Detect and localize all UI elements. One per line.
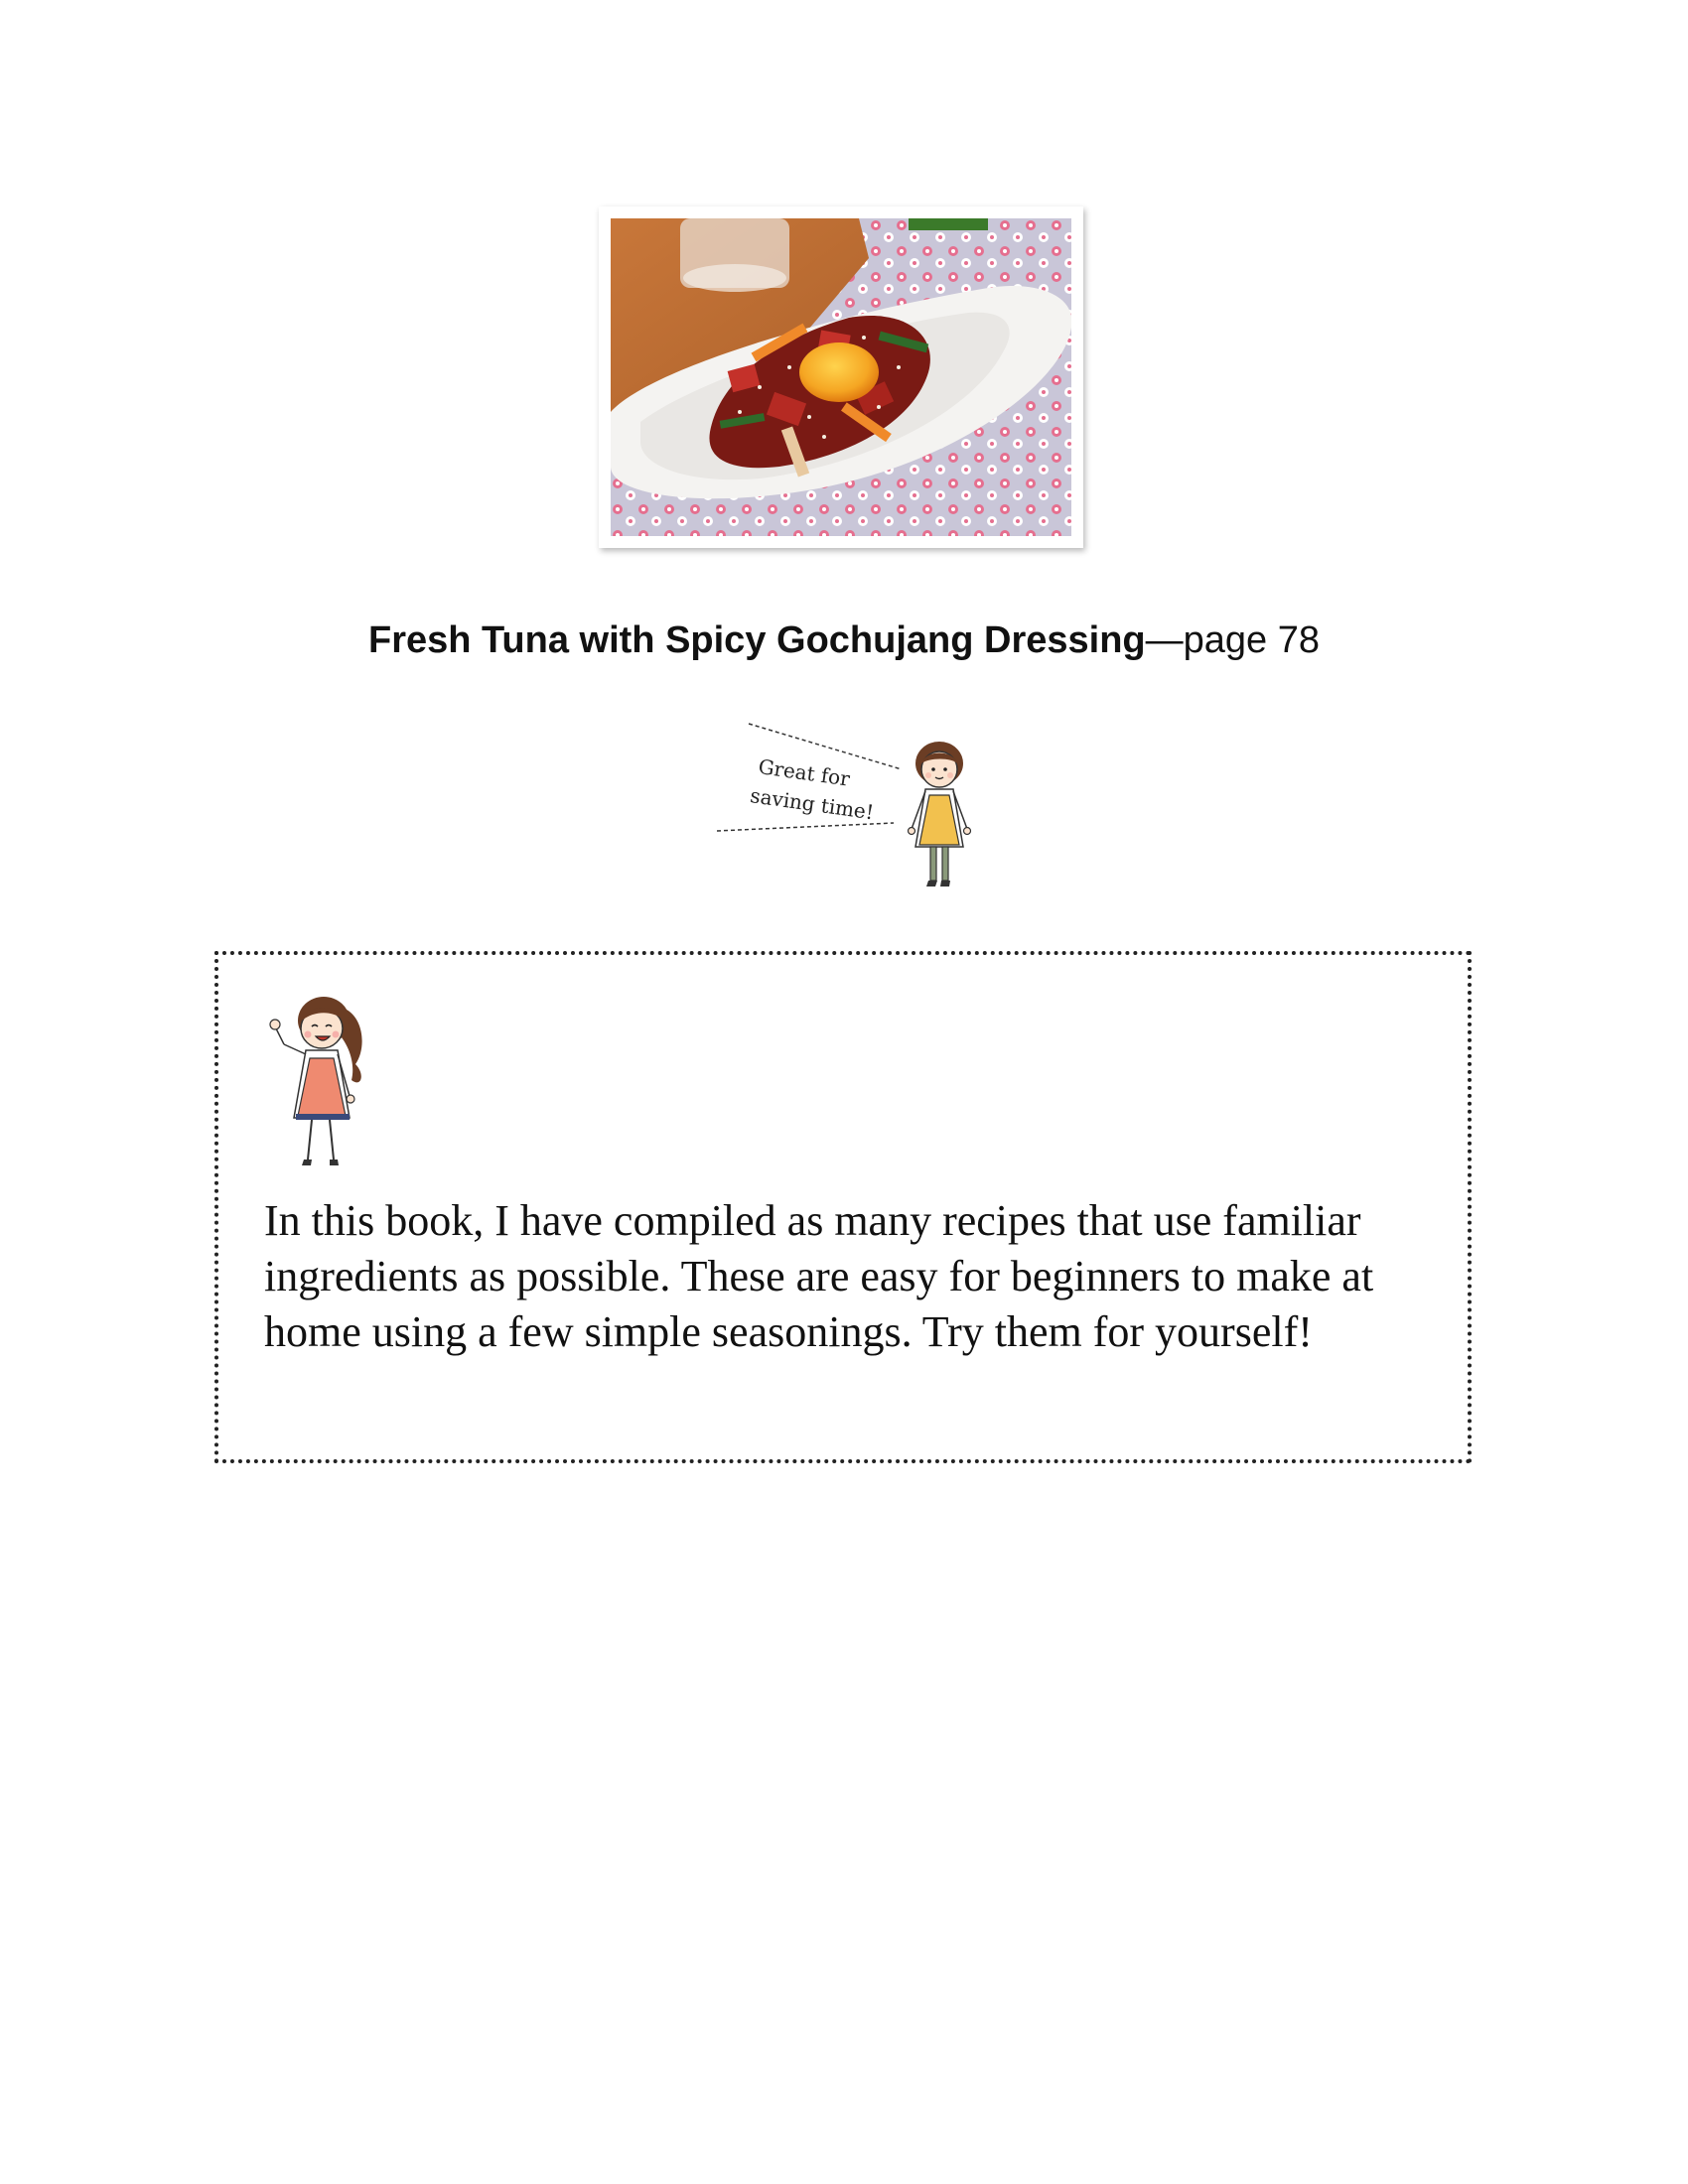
recipe-title: Fresh Tuna with Spicy Gochujang Dressing: [367, 619, 1146, 661]
page-reference: —page 78: [1145, 619, 1320, 661]
tip-illustration: [695, 710, 993, 898]
woman-waving-icon: [266, 985, 385, 1173]
author-note-box: [214, 951, 1472, 1463]
speech-line-1: Great for: [757, 753, 852, 791]
author-note-text: In this book, I have compiled as many recipes that use familiar ingredients as possible. These are easy for beginners to make at home using a few simple seasonings. Try them for yourself!: [264, 1196, 1374, 1356]
food-photo-icon: [611, 218, 1071, 536]
speech-line-2: saving time!: [749, 783, 876, 825]
recipe-caption: [0, 619, 1688, 662]
recipe-photo: [599, 206, 1083, 548]
